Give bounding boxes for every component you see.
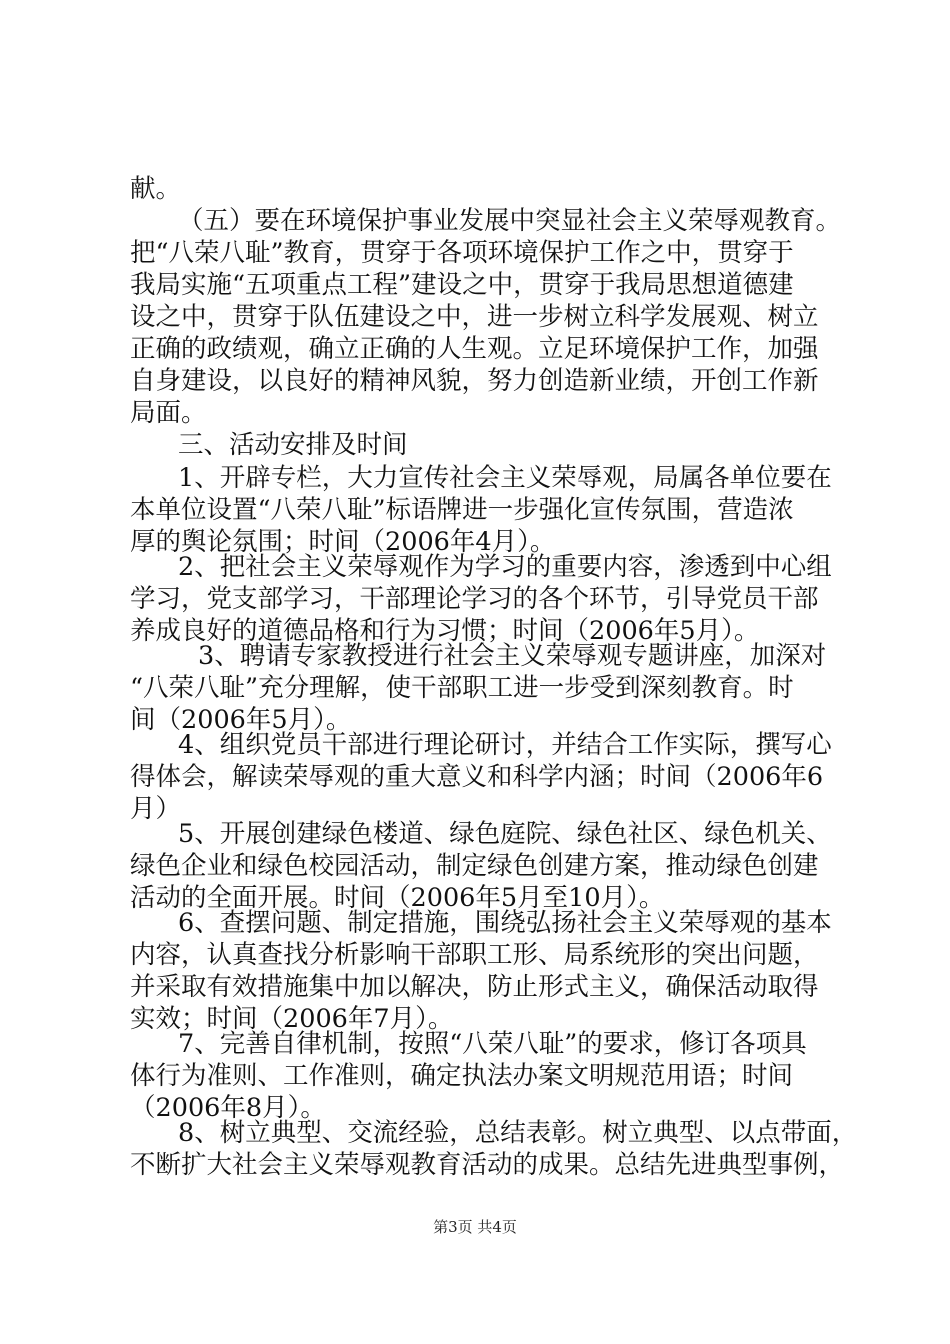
text-line: 内容，认真查找分析影响干部职工形、局系统形的突出问题， xyxy=(130,940,819,970)
text-line: 8、树立典型、交流经验，总结表彰。树立典型、以点带面， xyxy=(178,1118,858,1148)
text-line: 设之中，贯穿于队伍建设之中，进一步树立科学发展观、树立 xyxy=(130,302,819,332)
text-line: 1、开辟专栏，大力宣传社会主义荣辱观，局属各单位要在 xyxy=(178,463,832,493)
text-line: 2、把社会主义荣辱观作为学习的重要内容，渗透到中心组 xyxy=(178,552,832,582)
text-line: 间（2006年5月）。 xyxy=(130,705,352,735)
text-line: 局面。 xyxy=(130,398,207,428)
text-line: 5、开展创建绿色楼道、绿色庭院、绿色社区、绿色机关、 xyxy=(178,819,832,849)
text-line: 绿色企业和绿色校园活动，制定绿色创建方案，推动绿色创建 xyxy=(130,851,819,881)
text-line: 学习，党支部学习，干部理论学习的各个环节，引导党员干部 xyxy=(130,584,819,614)
text-line: 7、完善自律机制，按照“八荣八耻”的要求，修订各项具 xyxy=(178,1029,807,1059)
text-line: （2006年8月）。 xyxy=(130,1093,326,1123)
section-heading: 三、活动安排及时间 xyxy=(178,430,408,460)
text-line: 献。 xyxy=(130,174,182,204)
text-line: 体行为准则、工作准则，确定执法办案文明规范用语；时间 xyxy=(130,1061,794,1091)
text-line: 实效；时间（2006年7月）。 xyxy=(130,1004,454,1034)
text-line: 正确的政绩观，确立正确的人生观。立足环境保护工作，加强 xyxy=(130,334,819,364)
text-line: 并采取有效措施集中加以解决，防止形式主义，确保活动取得 xyxy=(130,972,819,1002)
text-line: “八荣八耻”充分理解，使干部职工进一步受到深刻教育。时 xyxy=(130,673,794,703)
text-line: （五）要在环境保护事业发展中突显社会主义荣辱观教育。 xyxy=(178,206,842,236)
text-line: 本单位设置“八荣八耻”标语牌进一步强化宣传氛围，营造浓 xyxy=(130,495,794,525)
text-line: 月） xyxy=(130,794,182,824)
text-line: 我局实施“五项重点工程”建设之中，贯穿于我局思想道德建 xyxy=(130,270,794,300)
text-line: 养成良好的道德品格和行为习惯；时间（2006年5月）。 xyxy=(130,616,760,646)
text-line: 自身建设，以良好的精神风貌，努力创造新业绩，开创工作新 xyxy=(130,366,819,396)
text-line: 不断扩大社会主义荣辱观教育活动的成果。总结先进典型事例， xyxy=(130,1150,845,1180)
text-line: 活动的全面开展。时间（2006年5月至10月）。 xyxy=(130,883,665,913)
text-line: 4、组织党员干部进行理论研讨，并结合工作实际，撰写心 xyxy=(178,730,832,760)
page-footer: 第3页 共4页 xyxy=(433,1218,517,1236)
text-line: 得体会，解读荣辱观的重大意义和科学内涵；时间（2006年6 xyxy=(130,762,824,792)
text-line: 6、查摆问题、制定措施，围绕弘扬社会主义荣辱观的基本 xyxy=(178,908,832,938)
text-line: 把“八荣八耻”教育，贯穿于各项环境保护工作之中，贯穿于 xyxy=(130,238,794,268)
text-line: 厚的舆论氛围；时间（2006年4月）。 xyxy=(130,527,556,557)
text-line: 3、聘请专家教授进行社会主义荣辱观专题讲座，加深对 xyxy=(198,641,827,671)
